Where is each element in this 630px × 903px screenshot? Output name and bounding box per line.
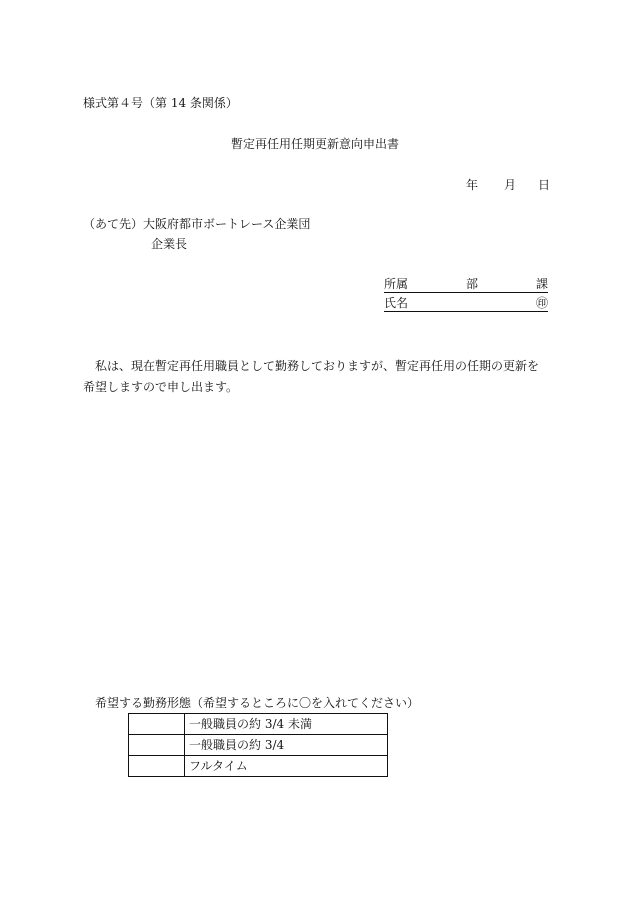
work-style-check-cell[interactable] [129,714,185,735]
table-row [129,756,388,777]
request-statement: 私は、現在暫定再任用職員として勤務しておりますが、暫定再任用の任期の更新を希望しますので申し出ます。 [83,359,540,394]
table-row [129,714,388,735]
work-style-option-label: フルタイム [185,756,388,777]
work-style-check-cell[interactable] [129,735,185,756]
date-line [466,179,550,191]
name-label: 氏名 [384,296,409,310]
section-label: 課 [535,277,548,291]
date-month-label: 月 [504,178,517,192]
date-year-label: 年 [466,178,479,192]
recipient-organization: （あて先）大阪府都市ボートレース企業団 [83,217,311,231]
document-title: 暫定再任用任期更新意向申出書 [230,137,399,151]
date-day-label: 日 [538,178,551,192]
table-row [129,735,388,756]
recipient-title: 企業長 [151,237,188,251]
work-style-option-label: 一般職員の約 3/4 未満 [185,714,388,735]
form-number: 様式第４号（第 14 条関係） [83,96,238,110]
work-style-check-cell[interactable] [129,756,185,777]
work-style-heading: 希望する勤務形態（希望するところに〇を入れてください） [95,696,420,710]
department-label: 部 [466,277,479,291]
affiliation-label: 所属 [384,277,409,291]
name-field[interactable] [384,297,548,312]
work-style-table [128,713,388,777]
seal-mark-icon: ㊞ [535,296,548,310]
affiliation-field[interactable] [384,278,548,293]
work-style-option-label: 一般職員の約 3/4 [185,735,388,756]
